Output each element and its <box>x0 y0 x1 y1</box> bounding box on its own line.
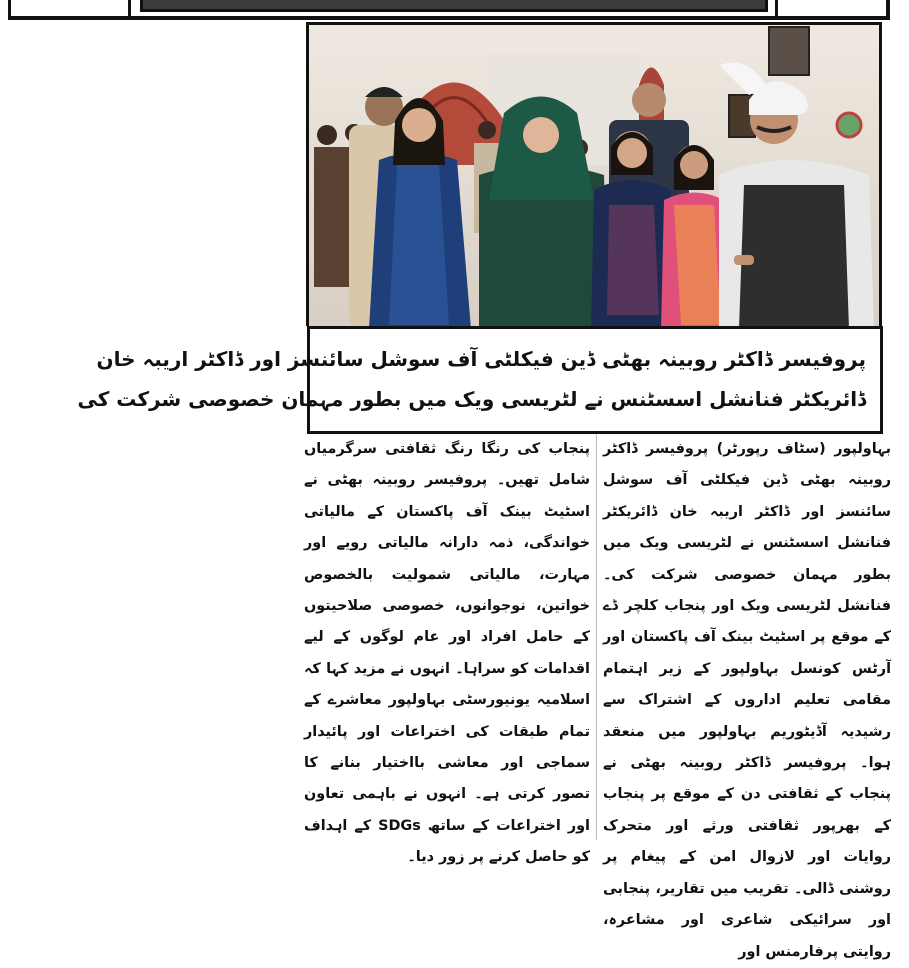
masthead-strip <box>0 0 909 22</box>
caption-line-2: ڈائریکٹر فنانشل اسسٹنس نے لٹریسی ویک میں بطور مہمان خصوصی شرکت کی <box>77 387 866 411</box>
caption-line-1: پروفیسر ڈاکٹر روبینہ بھٹی ڈین فیکلٹی آف سوشل سائنسز اور ڈاکٹر اریبہ خان <box>96 347 866 371</box>
news-photo <box>306 22 882 326</box>
column-divider <box>596 434 597 840</box>
article-text-right: بہاولپور (سٹاف رپورٹر) پروفیسر ڈاکٹر روبینہ بھٹی ڈین فیکلٹی آف سوشل سائنسز اور ڈاکٹر اریبہ خان ڈائریکٹر فنانشل اسسٹنس نے لٹریسی ویک میں بطور مہمان خصوصی شرکت کی۔ فنانشل لٹریسی ویک اور پنجاب کلچر ڈے کے موقع پر اسٹیٹ بینک آف پاکستان اور آرٹس کونسل بہاولپور کے زیر اہتمام مقامی تعلیم اداروں کے اشتراک سے رشیدیہ آڈیٹوریم بہاولپور میں منعقد ہوا۔ پروفیسر ڈاکٹر روبینہ بھٹی نے پنجاب کے ثقافتی دن کے موقع پر پنجاب کے بھرپور ثقافتی ورثے اور متحرک روایات اور لازوال امن کے پیغام پر روشنی ڈالی۔ تقریب میں تقاریر، پنجابی اور سرائیکی شاعری اور مشاعرہ، روایتی پرفارمنس اور <box>603 441 891 960</box>
masthead-divider-left <box>128 0 131 16</box>
masthead-band <box>140 0 768 12</box>
article-column-left <box>304 434 590 866</box>
article-text-left: پنجاب کی رنگا رنگ ثقافتی سرگرمیاں شامل تھیں۔ پروفیسر روبینہ بھٹی نے اسٹیٹ بینک آف پاکستان کے مالیاتی خواندگی، ذمہ دارانہ مالیاتی رویے اور مہارت، مالیاتی شمولیت بالخصوص خواتین، نوجوانوں، خصوصی صلاحیتوں کے حامل افراد اور عام لوگوں کے لیے اقدامات کو سراہا۔ انہوں نے مزید کہا کہ اسلامیہ یونیورسٹی بہاولپور معاشرے کے تمام طبقات کی اختراعات اور پائیدار سماجی اور معاشی بااختیار بنانے کا تصور کرتی ہے۔ انہوں نے باہمی تعاون اور اختراعات کے ساتھ SDGs کے اہداف کو حاصل کرنے پر زور دیا۔ <box>304 441 590 866</box>
article-column-right <box>603 434 891 960</box>
group-photo-illustration <box>309 25 879 329</box>
photo-caption <box>77 326 883 434</box>
masthead-divider-right <box>775 0 778 16</box>
